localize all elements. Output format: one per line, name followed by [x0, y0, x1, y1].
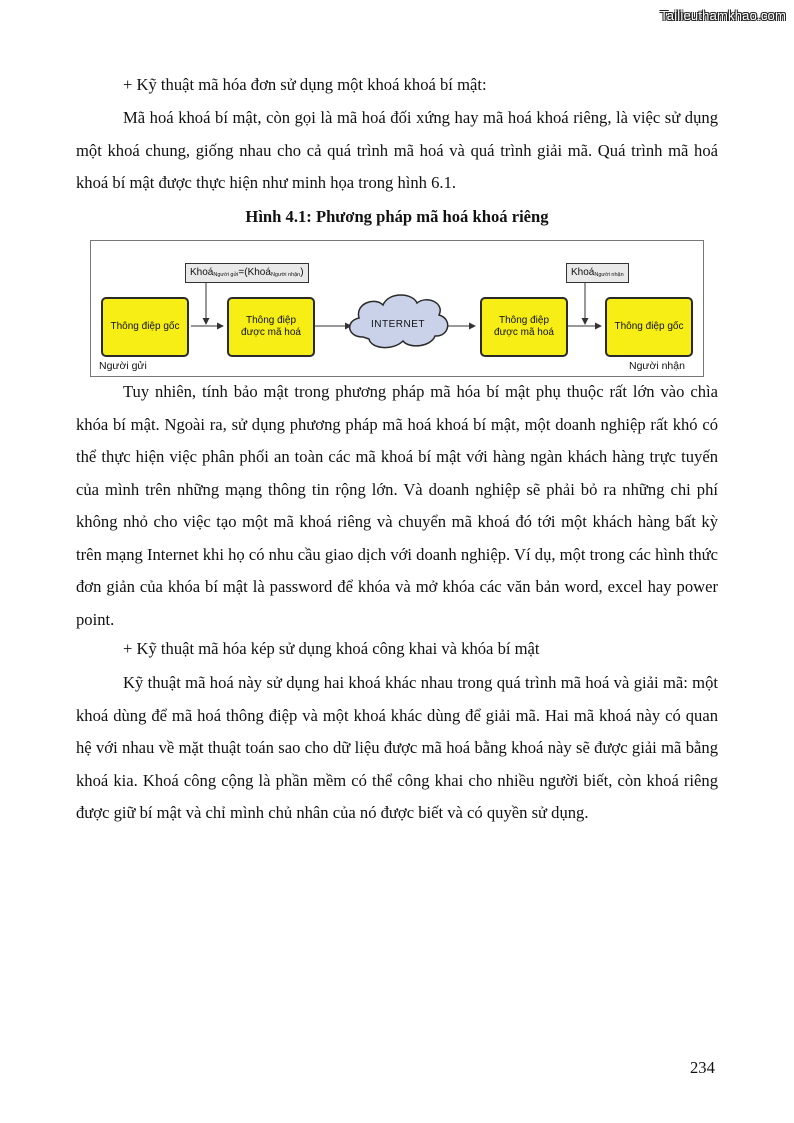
box-original-message-sender: Thông điệp gốc — [101, 297, 189, 357]
sender-label: Người gửi — [99, 360, 147, 372]
watermark: Tailieuthamkhao.com — [660, 8, 786, 23]
heading-asymmetric: + Kỹ thuật mã hóa kép sử dụng khoá công khai và khóa bí mật — [123, 639, 540, 658]
key-label-receiver-b: Người nhận — [594, 272, 624, 278]
encryption-diagram — [90, 240, 704, 377]
box-original-message-receiver: Thông điệp gốc — [605, 297, 693, 357]
internet-label: INTERNET — [371, 319, 425, 330]
paragraph-symmetric: Mã hoá khoá bí mật, còn gọi là mã hoá đối xứng hay mã hoá khoá riêng, là việc sử dụng một khoá chung, giống nhau cho cả quá trình mã hoá và quá trình giải mã. Quá trình mã hoá khoá bí mật được thực hiện như minh họa trong hình 6.1. — [76, 108, 718, 192]
key-label-receiver-a: Khoá — [571, 267, 595, 278]
figure-caption: Hình 4.1: Phương pháp mã hoá khoá riêng — [245, 207, 549, 226]
paragraph-security: Tuy nhiên, tính bảo mật trong phương pháp mã hóa bí mật phụ thuộc rất lớn vào chìa khóa bí mật. Ngoài ra, sử dụng phương pháp mã hoá khoá bí mật, một doanh nghiệp rất khó có thể thực hiện việc phân phối an toàn các mã khoá bí mật với hàng ngàn khách hàng trực tuyến của mình trên những mạng thông tin rộng lớn. Và doanh nghiệp sẽ phải bỏ ra những chi phí không nhỏ cho việc tạo một mã khoá riêng và chuyển mã khoá đó tới một khách hàng bất kỳ trên mạng Internet khi họ có nhu cầu giao dịch với doanh nghiệp. Ví dụ, một trong các hình thức đơn giản của khóa bí mật là password để khóa và mở khóa các văn bản word, excel hay power point. — [76, 382, 718, 629]
box-encrypted-message-receiver: Thông điệp được mã hoá — [480, 297, 568, 357]
box-encrypted-message-sender: Thông điệp được mã hoá — [227, 297, 315, 357]
key-label-sender — [185, 263, 309, 283]
key-label-sender-e: ) — [300, 267, 304, 278]
receiver-label: Người nhận — [629, 360, 685, 372]
key-label-sender-a: Khoá — [190, 267, 214, 278]
page-number: 234 — [690, 1058, 715, 1077]
key-label-sender-d: Người nhận — [270, 272, 301, 278]
key-label-sender-b: Người gửi — [213, 272, 239, 278]
key-label-receiver — [566, 263, 629, 283]
key-label-sender-c: =(Khoá — [238, 267, 271, 278]
paragraph-asymmetric: Kỹ thuật mã hoá này sử dụng hai khoá khác nhau trong quá trình mã hoá và giải mã: một khoá dùng để mã hoá thông điệp và một khoá khác dùng để giải mã. Hai mã khoá này có quan hệ với nhau về mặt thuật toán sao cho dữ liệu được mã hoá bằng khoá này sẽ được giải mã bằng khoá kia. Khoá công cộng là phần mềm có thể công khai cho nhiều người biết, còn khoá riêng được giữ bí mật và chỉ mình chủ nhân của nó được biết và có quyền sử dụng. — [76, 673, 718, 822]
heading-symmetric: + Kỹ thuật mã hóa đơn sử dụng một khoá khoá bí mật: — [123, 75, 487, 94]
